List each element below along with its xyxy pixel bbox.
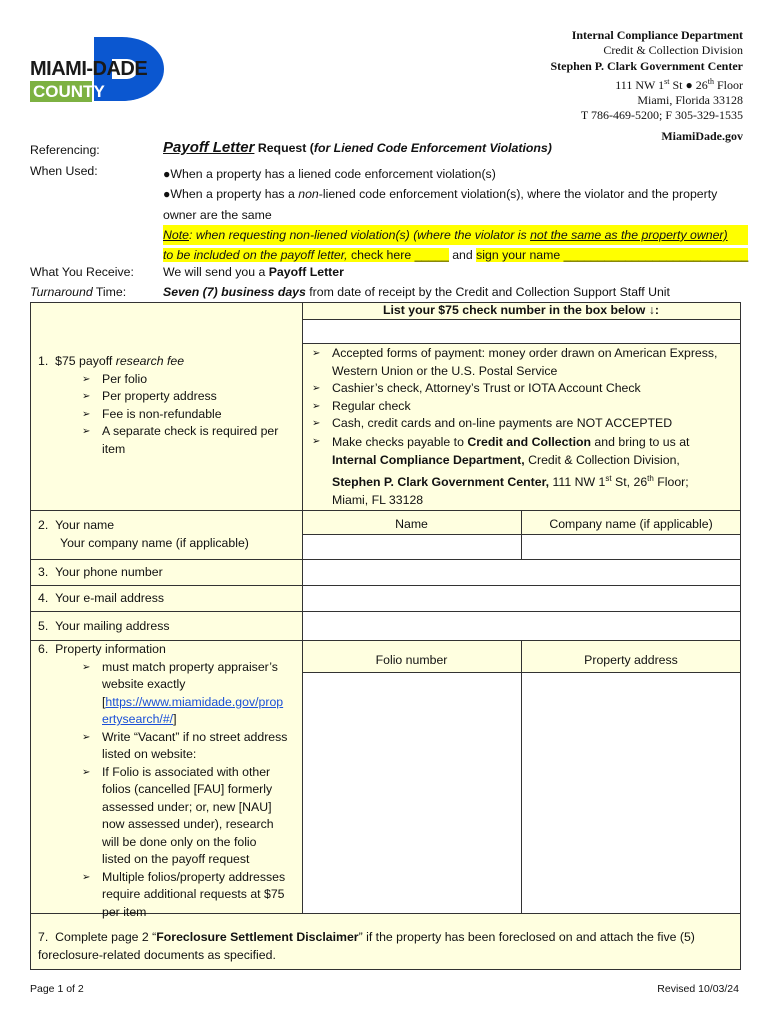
company-column-header: Company name (if applicable) — [549, 517, 713, 531]
grid-line — [30, 559, 741, 560]
folio-number-input[interactable] — [303, 673, 521, 913]
table-border-right — [740, 302, 741, 970]
grid-line — [30, 611, 741, 612]
phone-line: T 786-469-5200; F 305-329-1535 — [580, 108, 743, 123]
payment-bullet: ➢ Cashier’s check, Attorney’s Trust or IOTA Account Check — [308, 380, 728, 398]
check-here-field[interactable]: check here _____ — [351, 248, 449, 263]
property-bullet: ➢ If Folio is associated with other folios (cancelled [FAU] formerly assessed under; or, new [NAU] now assessed under), research will be done only on the folio listed on the payoff request — [78, 764, 288, 869]
street-address: 111 NW 1st St ● 26th Floor — [615, 76, 743, 92]
grid-line — [302, 343, 740, 344]
payment-bullets — [308, 345, 728, 510]
fee-bullet: ➢ Per property address — [78, 388, 296, 406]
turnaround-label: Turnaround Time: — [30, 285, 127, 299]
folio-column-header: Folio number — [375, 653, 448, 667]
fee-bullet: ➢ Fee is non-refundable — [78, 406, 296, 424]
section5-label: 5. Your mailing address — [38, 619, 170, 633]
payment-info — [308, 345, 728, 510]
grid-line — [302, 319, 740, 320]
property-bullet: ➢ Write “Vacant” if no street address listed on website: — [78, 729, 288, 764]
mailing-address-input[interactable] — [303, 612, 739, 640]
section7-foreclosure: 7. Complete page 2 “Foreclosure Settlement Disclaimer” if the property has been foreclosed on and attach the five (5) foreclosure-related documents as specified. — [38, 930, 695, 962]
check-number-input[interactable] — [303, 320, 739, 343]
email-input[interactable] — [303, 586, 739, 611]
payment-bullet: ➢ Accepted forms of payment: money order drawn on American Express, Western Union or the U.S. Postal Service — [308, 345, 728, 380]
table-border-left — [30, 302, 31, 970]
property-bullet: ➢ Multiple folios/property addresses require additional requests at $75 per item — [78, 869, 288, 922]
fee-bullet: ➢ A separate check is required per item — [78, 423, 296, 458]
center-name: Stephen P. Clark Government Center — [550, 58, 743, 73]
property-address-input[interactable] — [522, 673, 739, 913]
address-column-header: Property address — [584, 653, 678, 667]
referencing-label: Referencing: — [30, 143, 100, 157]
page-number: Page 1 of 2 — [30, 983, 84, 995]
payment-bullet: ➢ Regular check — [308, 398, 728, 416]
payment-bullet: ➢ Cash, credit cards and on-line payments are NOT ACCEPTED — [308, 415, 728, 433]
sign-name-field[interactable]: sign your name ___________________________ — [476, 248, 749, 263]
property-bullet: ➢ must match property appraiser’s website exactly [https://www.miamidade.gov/propertysearch/#/] — [78, 659, 288, 729]
receive-label: What You Receive: — [30, 265, 134, 279]
name-column-header: Name — [395, 517, 428, 531]
table-divider-vertical — [302, 302, 303, 914]
fee-bullets — [78, 371, 296, 459]
dept-name: Internal Compliance Department — [571, 28, 743, 42]
when-used-label: When Used: — [30, 164, 98, 178]
when-used-text: ●When a property has a liened code enforcement violation(s) ●When a property has a non-liened code enforcement violation(s), where the violator and the property owner are the same Note: when requesting non-liened violation(s) (where the violator is not the same as the property owner) to be included on the payoff letter, check here _____ and sign your name ___________________________ — [163, 167, 749, 263]
phone-input[interactable] — [303, 560, 739, 585]
company-input[interactable] — [522, 535, 739, 559]
city-line: Miami, Florida 33128 — [637, 93, 743, 108]
payment-bullet: ➢ Make checks payable to Credit and Collection and bring to us at Internal Compliance Department, Credit & Collection Division, Stephen P. Clark Government Center, 111 NW 1st St, 26th Floor; Miami, FL 33128 — [308, 433, 728, 510]
section2-label: 2. Your name Your company name (if applicable) — [38, 518, 249, 550]
grid-line — [521, 640, 522, 913]
section1-fee: 1. $75 payoff research fee ➢ Per folio ➢ Per property address ➢ Fee is non-refundable ➢ A separate check is required per item — [38, 353, 296, 458]
grid-line — [30, 510, 741, 511]
table-border-bottom — [30, 969, 741, 970]
section4-label: 4. Your e-mail address — [38, 591, 165, 605]
division-name: Credit & Collection Division — [603, 43, 743, 58]
header-address — [383, 28, 743, 144]
property-search-link[interactable]: https://www.miamidade.gov/propertysearch/#/ — [102, 694, 284, 726]
grid-line — [30, 585, 741, 586]
section3-label: 3. Your phone number — [38, 565, 163, 579]
check-number-header: List your $75 check number in the box below ↓: — [382, 303, 660, 317]
turnaround-text: Seven (7) business days from date of receipt by the Credit and Collection Support Staff Unit — [163, 285, 670, 299]
referencing-value: Payoff Letter Request (for Liened Code Enforcement Violations) — [163, 139, 552, 156]
logo-text-county: COUNTY — [33, 82, 105, 101]
section6-property-info: 6. Property information ➢ must match property appraiser’s website exactly [https://www.miamidade.gov/propertysearch/#/] ➢ Write “Vacant” if no street address listed on website: ➢ If Folio is associated with other folios (cancelled [FAU] formerly assessed under; or, new [NAU] now assessed under), research will be done only on the folio listed on the payoff request ➢ Multiple folios/property addresses require additional requests at $75 per item — [38, 641, 296, 921]
receive-text: We will send you a Payoff Letter — [163, 265, 344, 279]
logo-text-miami-dade: MIAMI-DADE — [30, 58, 148, 80]
property-bullets — [78, 659, 288, 922]
name-input[interactable] — [303, 535, 521, 559]
fee-bullet: ➢ Per folio — [78, 371, 296, 389]
revised-date: Revised 10/03/24 — [657, 983, 739, 995]
website: MiamiDade.gov — [661, 128, 743, 143]
